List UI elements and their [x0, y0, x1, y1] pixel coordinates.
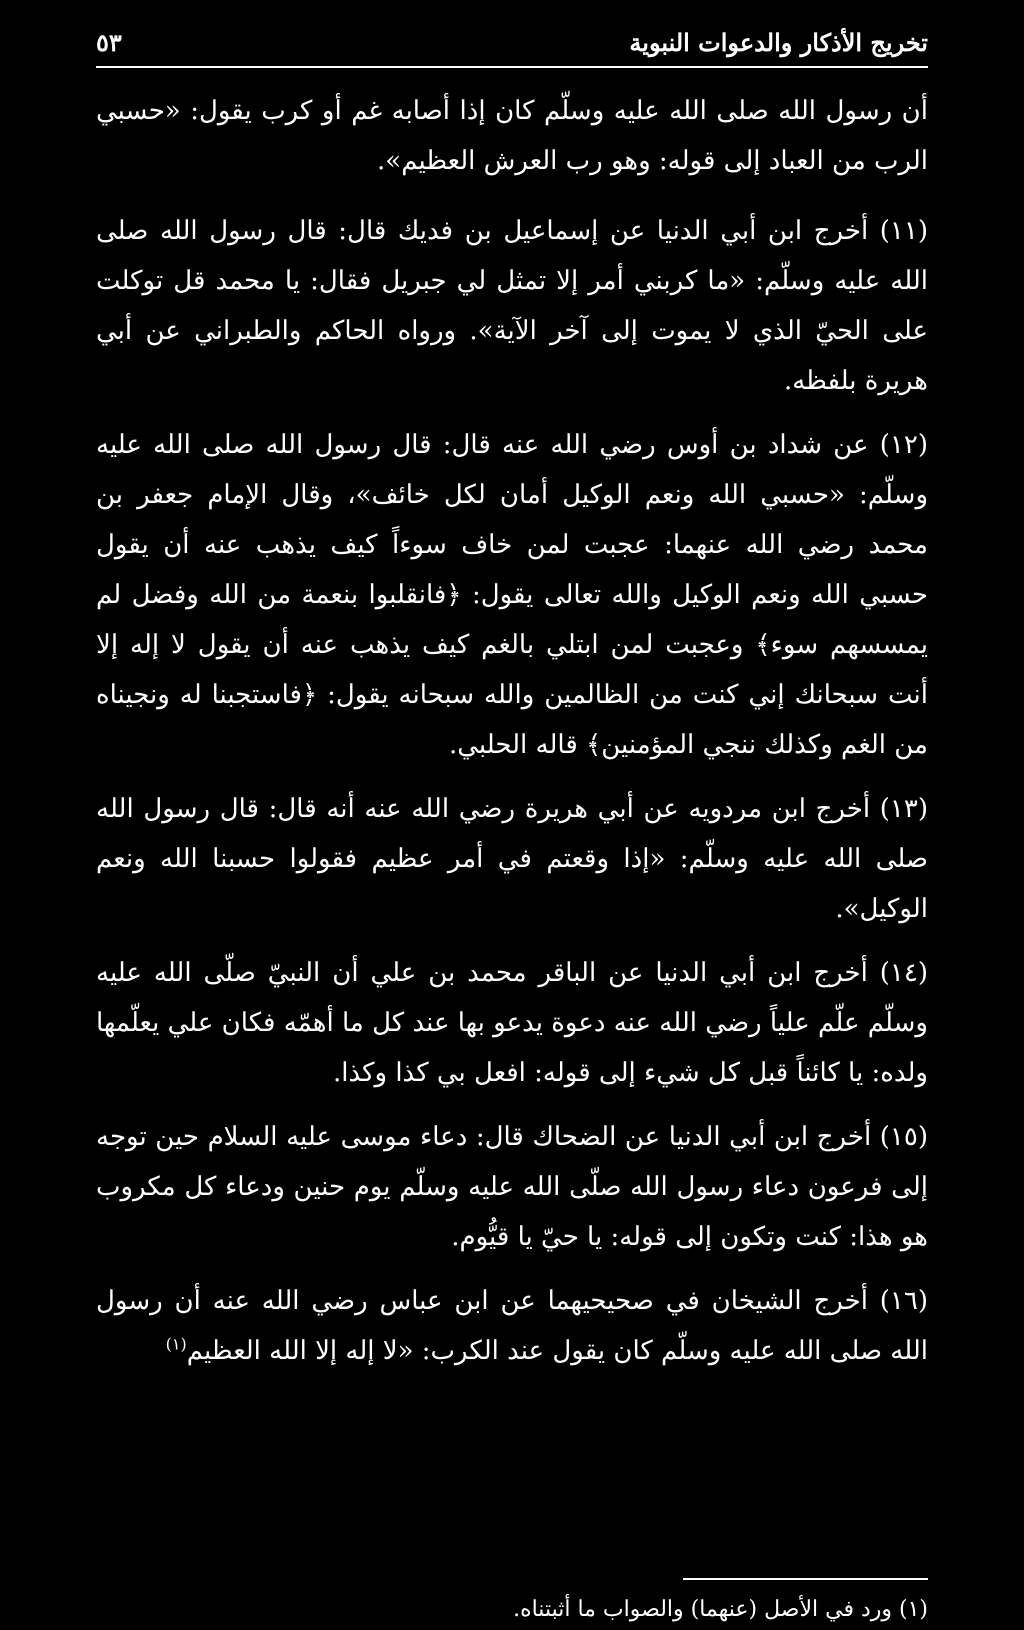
paragraph-13: (١٣) أخرج ابن مردويه عن أبي هريرة رضي الله عنه أنه قال: قال رسول الله صلى الله عليه وسلّم: «إذا وقعتم في أمر عظيم فقولوا حسبنا الله ونعم الوكيل». [96, 794, 928, 924]
paragraph-11: (١١) أخرج ابن أبي الدنيا عن إسماعيل بن فديك قال: قال رسول الله صلى الله عليه وسلّم: «ما كربني أمر إلا تمثل لي جبريل فقال: يا محمد قل توكلت على الحيّ الذي لا يموت إلى آخر الآية». ورواه الحاكم والطبراني عن أبي هريرة بلفظه. [96, 216, 928, 396]
footnote: (١) ورد في الأصل (عنهما) والصواب ما أثبتناه. [513, 1597, 928, 1622]
header-divider [96, 66, 928, 68]
running-title: تخريج الأذكار والدعوات النبوية [629, 28, 928, 57]
page-number: ٥٣ [96, 28, 122, 57]
paragraph-16-text: (١٦) أخرج الشيخان في صحيحيهما عن ابن عباس رضي الله عنه أن رسول الله صلى الله عليه وسلّم كان يقول عند الكرب: «لا إله إلا الله العظيم [96, 1286, 928, 1366]
paragraph-14: (١٤) أخرج ابن أبي الدنيا عن الباقر محمد بن علي أن النبيّ صلّى الله عليه وسلّم علّم علياً رضي الله عنه دعوة يدعو بها عند كل ما أهمّه فكان علي يعلّمها ولده: يا كائناً قبل كل شيء إلى قوله: افعل بي كذا وكذا. [96, 958, 928, 1088]
running-header [96, 22, 928, 66]
main-text [96, 86, 928, 1390]
footnote-marker: (١) [165, 1334, 187, 1354]
paragraph-12: (١٢) عن شداد بن أوس رضي الله عنه قال: قال رسول الله صلى الله عليه وسلّم: «حسبي الله ونعم الوكيل أمان لكل خائف»، وقال الإمام جعفر بن محمد رضي الله عنهما: عجبت لمن خاف سوءاً كيف يذهب عنه أن يقول حسبي الله ونعم الوكيل والله تعالى يقول: ﴿فانقلبوا بنعمة من الله وفضل لم يمسسهم سوء﴾ وعجبت لمن ابتلي بالغم كيف يذهب عنه أن يقول لا إله إلا أنت سبحانك إني كنت من الظالمين والله سبحانه يقول: ﴿فاستجبنا له ونجيناه من الغم وكذلك ننجي المؤمنين﴾ قاله الحلبي. [96, 430, 928, 760]
paragraph-16 [96, 1276, 928, 1376]
paragraph-15: (١٥) أخرج ابن أبي الدنيا عن الضحاك قال: دعاء موسى عليه السلام حين توجه إلى فرعون دعاء رسول الله صلّى الله عليه وسلّم يوم حنين ودعاء كل مكروب هو هذا: كنت وتكون إلى قوله: يا حيّ يا قيُّوم. [96, 1122, 928, 1252]
paragraph-continuation: أن رسول الله صلى الله عليه وسلّم كان إذا أصابه غم أو كرب يقول: «حسبي الرب من العباد إلى قوله: وهو رب العرش العظيم». [96, 96, 928, 176]
footnote-divider [683, 1578, 928, 1580]
